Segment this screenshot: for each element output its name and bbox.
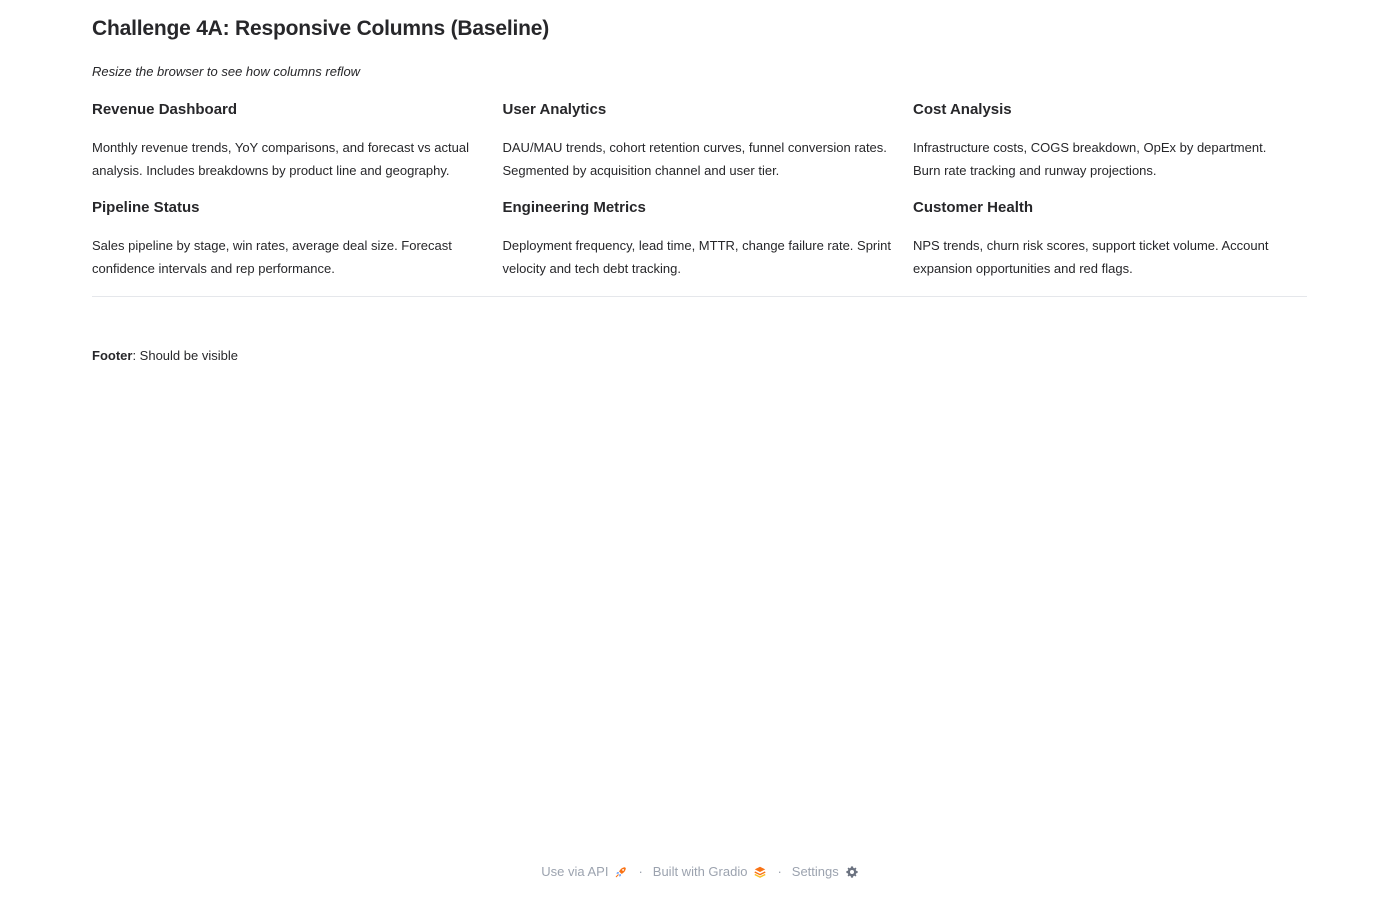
divider (92, 296, 1307, 297)
card-pipeline-status (92, 198, 503, 296)
footer-separator: · (777, 864, 782, 879)
card-heading: Revenue Dashboard (92, 101, 238, 118)
card-body: Infrastructure costs, COGS breakdown, OpEx by department. Burn rate tracking and runway projections. (913, 140, 1267, 178)
card-heading: Customer Health (913, 199, 1034, 216)
card-body: Deployment frequency, lead time, MTTR, change failure rate. Sprint velocity and tech debt tracking. (502, 238, 891, 276)
app-footer (0, 864, 1400, 879)
gradio-logo-icon (753, 865, 767, 879)
gear-icon (845, 865, 859, 879)
built-with-gradio-label: Built with Gradio (652, 864, 748, 879)
settings-link[interactable] (792, 864, 859, 879)
footer-note-label: Footer (92, 348, 133, 363)
rocket-icon (614, 865, 628, 879)
card-heading: Cost Analysis (913, 101, 1012, 118)
card-cost-analysis (913, 100, 1307, 198)
page-title: Challenge 4A: Responsive Columns (Baseline) (92, 17, 550, 40)
footer-note (92, 348, 238, 363)
use-via-api-link[interactable] (541, 864, 628, 879)
card-body: Sales pipeline by stage, win rates, average deal size. Forecast confidence intervals and rep performance. (92, 238, 452, 276)
footer-separator: · (638, 864, 643, 879)
card-body: NPS trends, churn risk scores, support ticket volume. Account expansion opportunities and red flags. (913, 238, 1269, 276)
card-heading: Engineering Metrics (502, 199, 646, 216)
page-subtitle: Resize the browser to see how columns reflow (92, 64, 361, 79)
settings-label: Settings (791, 864, 839, 879)
built-with-gradio-link[interactable] (653, 864, 768, 879)
card-body: DAU/MAU trends, cohort retention curves, funnel conversion rates. Segmented by acquisition channel and user tier. (502, 140, 887, 178)
card-customer-health (913, 198, 1307, 296)
card-user-analytics (503, 100, 914, 198)
cards-grid (92, 100, 1307, 296)
footer-note-text: : Should be visible (132, 348, 238, 363)
card-engineering-metrics (503, 198, 914, 296)
card-revenue-dashboard (92, 100, 503, 198)
card-heading: User Analytics (502, 101, 607, 118)
card-body: Monthly revenue trends, YoY comparisons, and forecast vs actual analysis. Includes breakdowns by product line and geography. (92, 140, 469, 178)
use-via-api-label: Use via API (541, 864, 609, 879)
card-heading: Pipeline Status (92, 199, 200, 216)
